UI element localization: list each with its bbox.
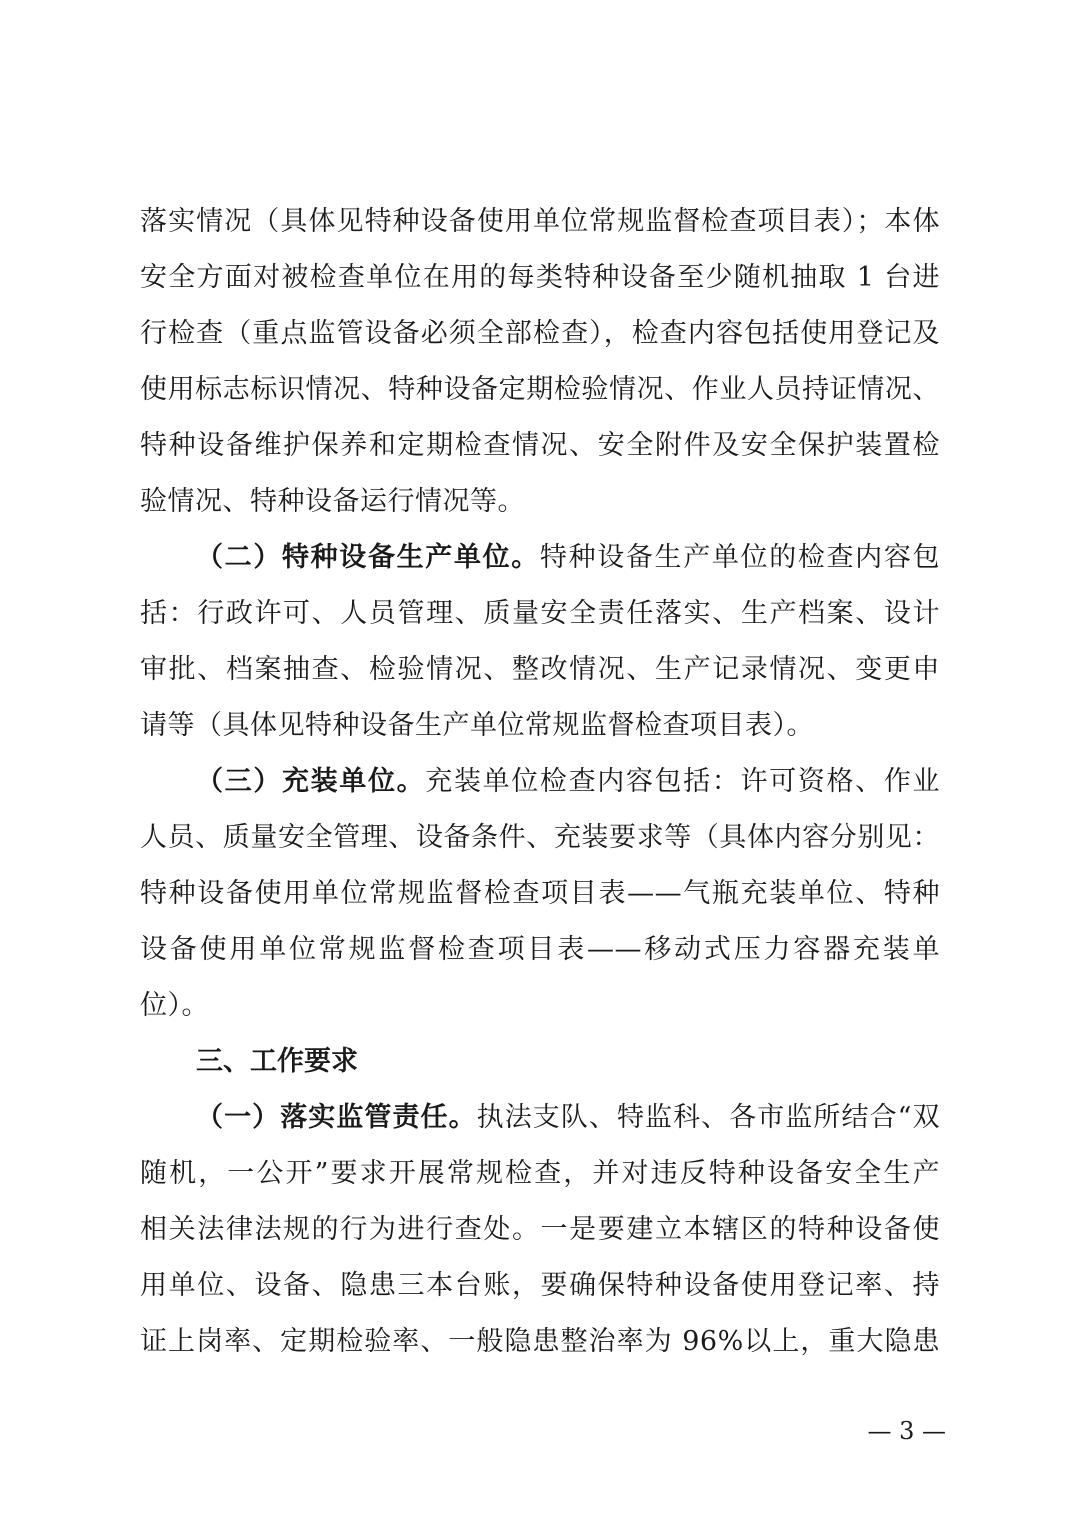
page-number: — 3 — xyxy=(867,1417,946,1445)
text-line xyxy=(140,530,940,586)
text-line: 验情况、特种设备运行情况等。 xyxy=(140,486,525,517)
text-line: 随机，一公开”要求开展常规检查，并对违反特种设备安全生产 xyxy=(140,1158,940,1189)
paragraph-production-units xyxy=(140,530,940,754)
bold-lead: （三）充装单位。 xyxy=(196,766,426,797)
paragraph-usage-units xyxy=(140,194,940,530)
text-line: 特种设备使用单位常规监督检查项目表——气瓶充装单位、特种 xyxy=(140,878,940,909)
paragraph-filling-units xyxy=(140,754,940,1034)
line-rest: 执法支队、特监科、各市监所结合“双 xyxy=(476,1102,940,1133)
text-line: 行检查（重点监管设备必须全部检查），检查内容包括使用登记及 xyxy=(140,318,940,349)
bold-lead: （二）特种设备生产单位。 xyxy=(196,542,540,573)
text-line: 请等（具体见特种设备生产单位常规监督检查项目表）。 xyxy=(140,710,814,741)
text-line xyxy=(140,1090,940,1146)
text-line: 特种设备维护保养和定期检查情况、安全附件及安全保护装置检 xyxy=(140,430,940,461)
text-line: 审批、档案抽查、检验情况、整改情况、生产记录情况、变更申 xyxy=(140,654,940,685)
paragraph-supervision-duty xyxy=(140,1090,940,1370)
text-line xyxy=(140,754,940,810)
text-line: 设备使用单位常规监督检查项目表——移动式压力容器充装单 xyxy=(140,934,940,965)
text-line: 使用标志标识情况、特种设备定期检验情况、作业人员持证情况、 xyxy=(140,374,940,405)
text-line: 人员、质量安全管理、设备条件、充装要求等（具体内容分别见： xyxy=(140,822,940,853)
document-body xyxy=(140,194,940,1370)
text-line: 位）。 xyxy=(140,990,209,1021)
text-line: 相关法律法规的行为进行查处。一是要建立本辖区的特种设备使 xyxy=(140,1214,940,1245)
text-line: 落实情况（具体见特种设备使用单位常规监督检查项目表）；本体 xyxy=(140,206,940,237)
text-line: 证上岗率、定期检验率、一般隐患整治率为 96%以上，重大隐患 xyxy=(140,1326,940,1357)
bold-lead: （一）落实监管责任。 xyxy=(196,1102,477,1133)
line-rest: 充装单位检查内容包括：许可资格、作业 xyxy=(425,766,941,797)
text-line: 括：行政许可、人员管理、质量安全责任落实、生产档案、设计 xyxy=(140,598,940,629)
text-line: 安全方面对被检查单位在用的每类特种设备至少随机抽取 1 台进 xyxy=(140,262,940,293)
line-rest: 特种设备生产单位的检查内容包 xyxy=(539,542,941,573)
section-heading: 三、工作要求 xyxy=(196,1046,358,1077)
text-line: 用单位、设备、隐患三本台账，要确保特种设备使用登记率、持 xyxy=(140,1270,940,1301)
